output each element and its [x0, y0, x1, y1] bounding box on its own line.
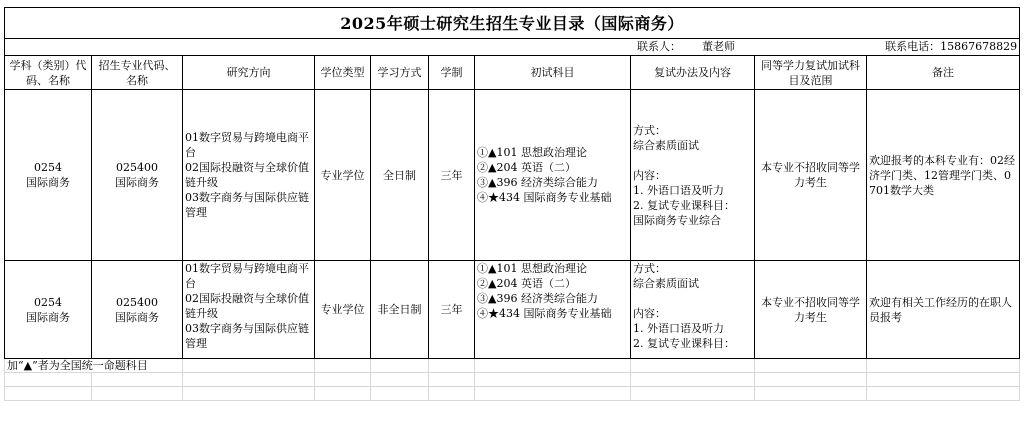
- discipline-code: 0254: [34, 295, 62, 309]
- exam-subject: ①▲101 思想政治理论: [477, 262, 587, 275]
- contact-row: [5, 39, 1020, 56]
- major-cell: [92, 90, 183, 261]
- contact-phone-label: 联系电话：: [885, 40, 941, 53]
- exam-subject: ②▲204 英语（二）: [477, 161, 576, 174]
- discipline-cell: [5, 261, 92, 359]
- discipline-name: 国际商务: [26, 176, 70, 189]
- direction-item: 03数字商务与国际供应链管理: [185, 191, 309, 219]
- page-title: 2025年硕士研究生招生专业目录（国际商务）: [5, 8, 1020, 39]
- major-code: 025400: [116, 295, 158, 309]
- remarks-cell: 欢迎报考的本科专业有：02经济学门类、12管理学门类、0701数学大类: [867, 90, 1020, 261]
- exam-subject: ④★434 国际商务专业基础: [477, 307, 612, 320]
- retest-line: 综合素质面试: [633, 277, 699, 290]
- degree-type-cell: 专业学位: [315, 90, 371, 261]
- retest-line: 2. 复试专业课科目：: [633, 198, 735, 212]
- retest-line: 国际商务专业综合: [633, 213, 721, 227]
- footnote: 加“▲”者为全国统一命题科目: [5, 359, 183, 373]
- retest-line: 方式：: [633, 123, 666, 137]
- header-duration: 学制: [429, 56, 475, 90]
- discipline-code: 0254: [34, 161, 62, 174]
- study-mode-cell: 非全日制: [371, 261, 429, 359]
- direction-cell: [183, 261, 315, 359]
- study-mode-cell: 全日制: [371, 90, 429, 261]
- contact-person-name: 董老师: [701, 40, 735, 53]
- footnote-row: [5, 359, 1020, 373]
- direction-item: 01数字贸易与跨境电商平台: [185, 131, 309, 159]
- header-study-mode: 学习方式: [371, 56, 429, 90]
- header-major: 招生专业代码、名称: [92, 56, 183, 90]
- exam-subjects-cell: [475, 90, 631, 261]
- exam-subject: ④★434 国际商务专业基础: [477, 191, 612, 204]
- retest-line: 2. 复试专业课科目：: [633, 337, 735, 350]
- degree-type-cell: 专业学位: [315, 261, 371, 359]
- header-exam-subjects: 初试科目: [475, 56, 631, 90]
- direction-item: 02国际投融资与全球价值链升级: [185, 292, 309, 320]
- retest-cell: [631, 261, 755, 359]
- discipline-cell: [5, 90, 92, 261]
- header-equivalent: 同等学力复试加试科目及范围: [755, 56, 867, 90]
- exam-subject: ③▲396 经济类综合能力: [477, 292, 598, 305]
- contact-phone: [885, 39, 1017, 54]
- retest-line: 内容：: [633, 168, 666, 182]
- header-discipline: 学科（类别）代码、名称: [5, 56, 92, 90]
- equivalent-cell: 本专业不招收同等学力考生: [755, 90, 867, 261]
- header-row: [5, 56, 1020, 90]
- major-code: 025400: [116, 161, 158, 174]
- blank-row: [5, 373, 1020, 387]
- major-name: 国际商务: [115, 176, 159, 189]
- retest-spacer: [633, 291, 752, 306]
- direction-item: 01数字贸易与跨境电商平台: [185, 262, 309, 290]
- table-row: [5, 90, 1020, 261]
- major-name: 国际商务: [115, 310, 159, 324]
- header-remarks: 备注: [867, 56, 1020, 90]
- exam-subject: ③▲396 经济类综合能力: [477, 176, 598, 189]
- exam-subject: ②▲204 英语（二）: [477, 277, 576, 290]
- remarks-cell: 欢迎有相关工作经历的在职人员报考: [867, 261, 1020, 359]
- retest-line: 1. 外语口语及听力: [633, 183, 724, 197]
- exam-subject: ①▲101 思想政治理论: [477, 146, 587, 159]
- header-retest: 复试办法及内容: [631, 56, 755, 90]
- retest-line: 内容：: [633, 307, 666, 320]
- duration-cell: 三年: [429, 90, 475, 261]
- contact-phone-number: 15867678829: [940, 40, 1018, 53]
- blank-row: [5, 387, 1020, 401]
- retest-line: 综合素质面试: [633, 138, 699, 152]
- duration-cell: 三年: [429, 261, 475, 359]
- retest-line: 1. 外语口语及听力: [633, 322, 724, 335]
- catalog-sheet: [4, 7, 1019, 422]
- retest-spacer: [633, 153, 752, 168]
- contact-person: [637, 39, 735, 54]
- equivalent-cell: 本专业不招收同等学力考生: [755, 261, 867, 359]
- table-row: [5, 261, 1020, 359]
- exam-subjects-cell: [475, 261, 631, 359]
- major-cell: [92, 261, 183, 359]
- title-row: [5, 8, 1020, 39]
- direction-cell: [183, 90, 315, 261]
- header-direction: 研究方向: [183, 56, 315, 90]
- direction-item: 02国际投融资与全球价值链升级: [185, 161, 309, 189]
- header-degree-type: 学位类型: [315, 56, 371, 90]
- catalog-table: [4, 7, 1020, 401]
- direction-item: 03数字商务与国际供应链管理: [185, 322, 309, 350]
- contact-person-label: 联系人：: [637, 40, 681, 53]
- retest-line: 方式：: [633, 262, 666, 275]
- discipline-name: 国际商务: [26, 310, 70, 324]
- retest-cell: [631, 90, 755, 261]
